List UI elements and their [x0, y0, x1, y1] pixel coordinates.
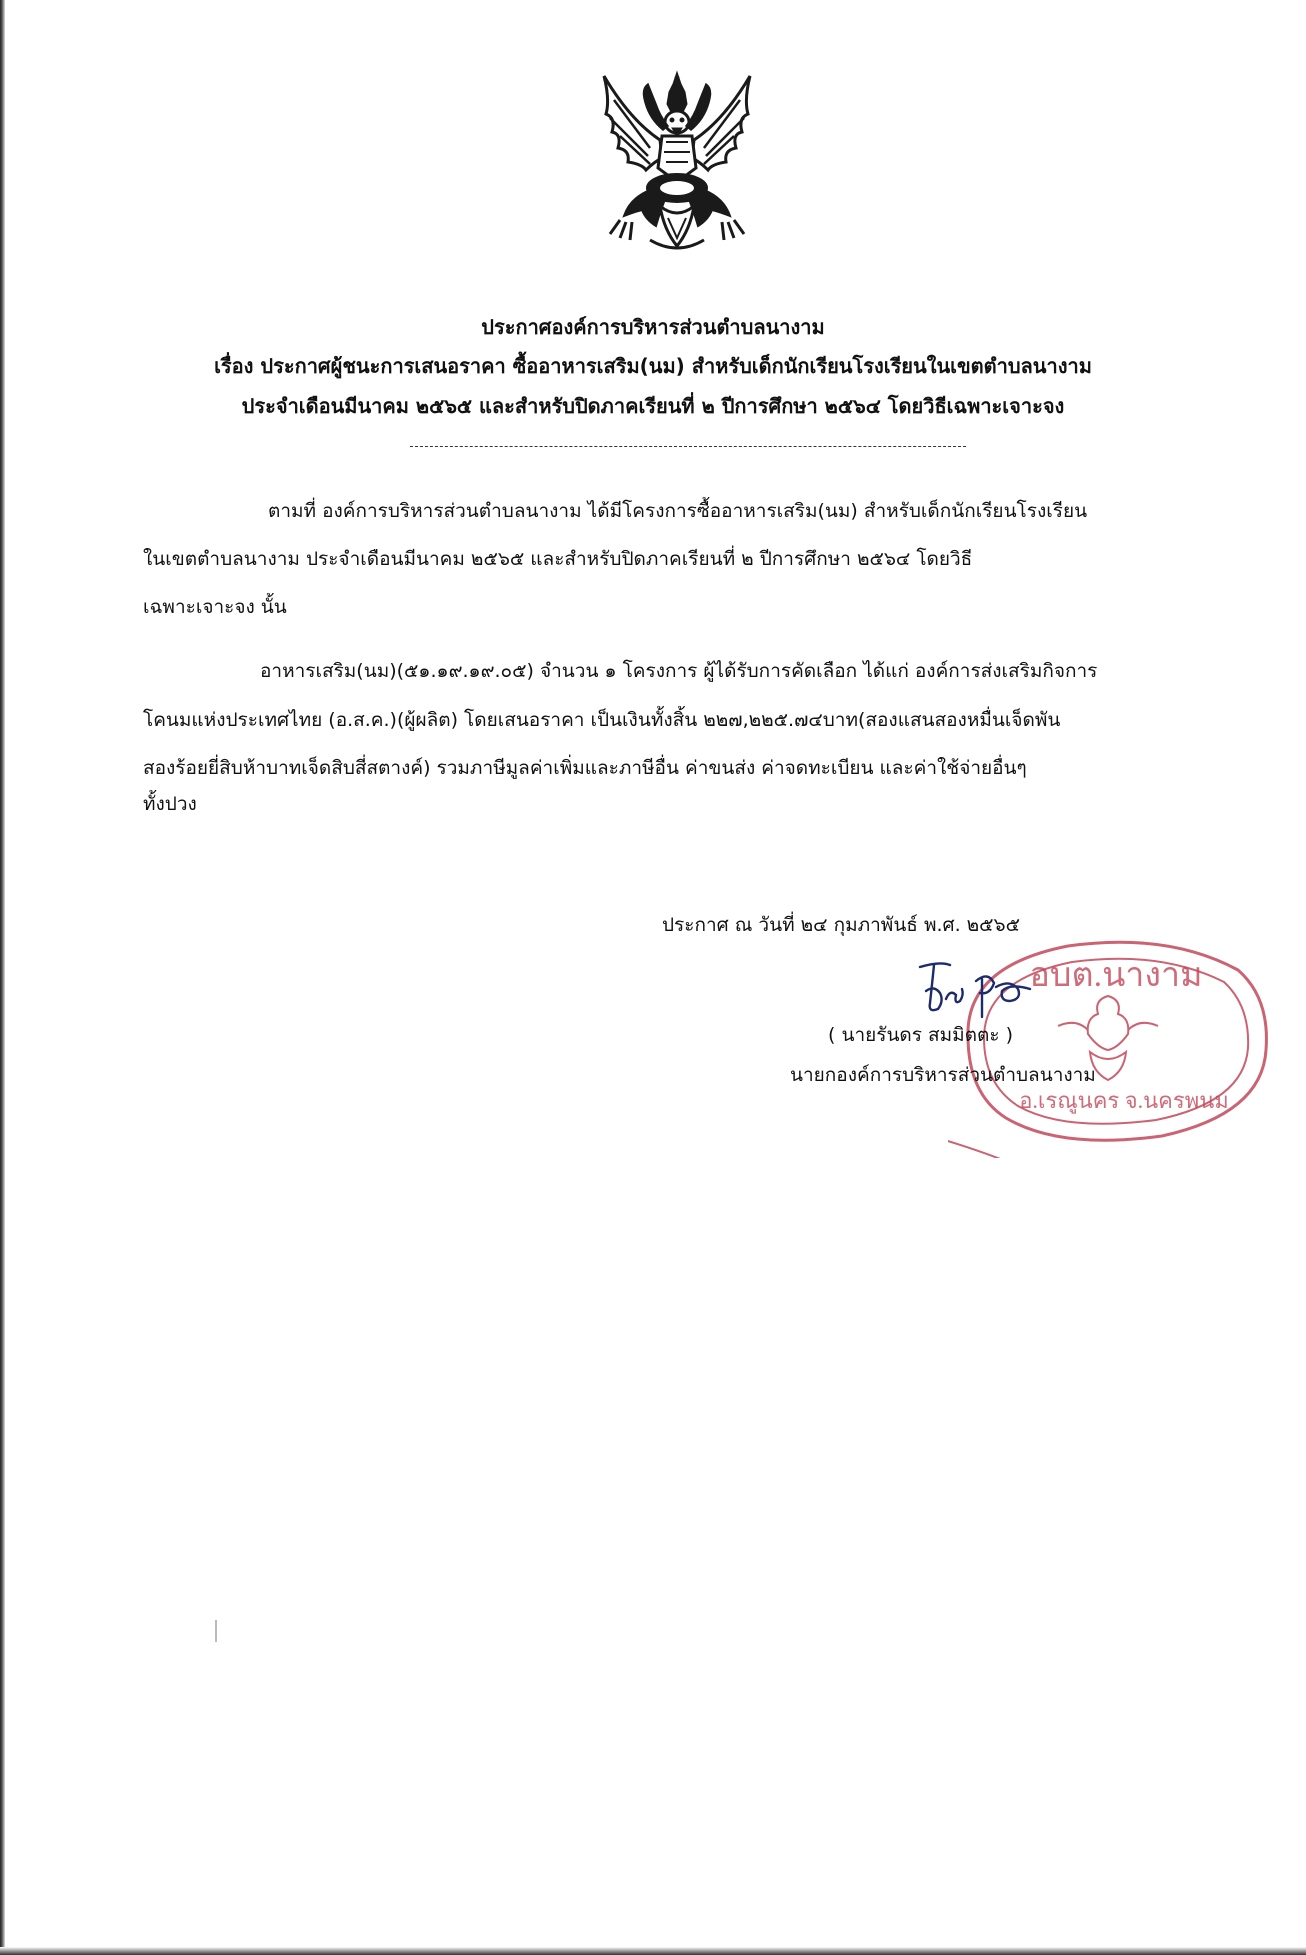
scan-edge-bottom	[0, 1947, 1306, 1955]
seal-top-text: อบต.นางาม	[1029, 957, 1203, 994]
scan-edge-left	[0, 0, 5, 1955]
garuda-emblem-icon	[590, 70, 765, 260]
announcement-date: ประกาศ ณ วันที่ ๒๔ กุมภาพันธ์ พ.ศ. ๒๕๖๕	[662, 914, 1020, 936]
handwritten-signature-icon	[910, 955, 1040, 1025]
paragraph-2-line-2: โคนมแห่งประเทศไทย (อ.ส.ค.)(ผู้ผลิต) โดยเสนอราคา เป็นเงินทั้งสิ้น ๒๒๗,๒๒๕.๗๔บาท(สองแสนสองหมื่นเจ็ดพัน	[143, 709, 1061, 731]
paragraph-2-line-3: สองร้อยยี่สิบห้าบาทเจ็ดสิบสี่สตางค์) รวมภาษีมูลค่าเพิ่มและภาษีอื่น ค่าขนส่ง ค่าจดทะเบียน และค่าใช้จ่ายอื่นๆ	[143, 757, 1027, 779]
paragraph-2-line-1: อาหารเสริม(นม)(๕๑.๑๙.๑๙.๐๕) จำนวน ๑ โครงการ ผู้ได้รับการคัดเลือก ได้แก่ องค์การส่งเสริมกิจการ	[260, 660, 1098, 682]
paragraph-1-line-1: ตามที่ องค์การบริหารส่วนตำบลนางาม ได้มีโครงการซื้ออาหารเสริม(นม) สำหรับเด็กนักเรียนโรงเรียน	[268, 500, 1088, 522]
heading-divider	[410, 446, 966, 447]
scan-artifact	[215, 1620, 217, 1642]
announcement-title: ประกาศองค์การบริหารส่วนตำบลนางาม	[481, 315, 825, 339]
announcement-subject-line-2: ประจำเดือนมีนาคม ๒๕๖๕ และสำหรับปิดภาคเรียนที่ ๒ ปีการศึกษา ๒๕๖๔ โดยวิธีเฉพาะเจาะจง	[241, 394, 1065, 418]
paragraph-2-line-4: ทั้งปวง	[143, 793, 197, 815]
announcement-subject-line-1: เรื่อง ประกาศผู้ชนะการเสนอราคา ซื้ออาหารเสริม(นม) สำหรับเด็กนักเรียนโรงเรียนในเขตตำบลนางาม	[214, 354, 1092, 378]
signer-name: ( นายรันดร สมมิตตะ )	[828, 1024, 1013, 1046]
paragraph-1-line-3: เฉพาะเจาะจง นั้น	[143, 596, 287, 618]
signer-position: นายกองค์การบริหารส่วนตำบลนางาม	[790, 1064, 1096, 1086]
seal-bottom-text: อ.เรณูนคร จ.นครพนม	[1019, 1088, 1229, 1113]
paragraph-1-line-2: ในเขตตำบลนางาม ประจำเดือนมีนาคม ๒๕๖๕ และสำหรับปิดภาคเรียนที่ ๒ ปีการศึกษา ๒๕๖๔ โดยวิธี	[143, 548, 973, 570]
